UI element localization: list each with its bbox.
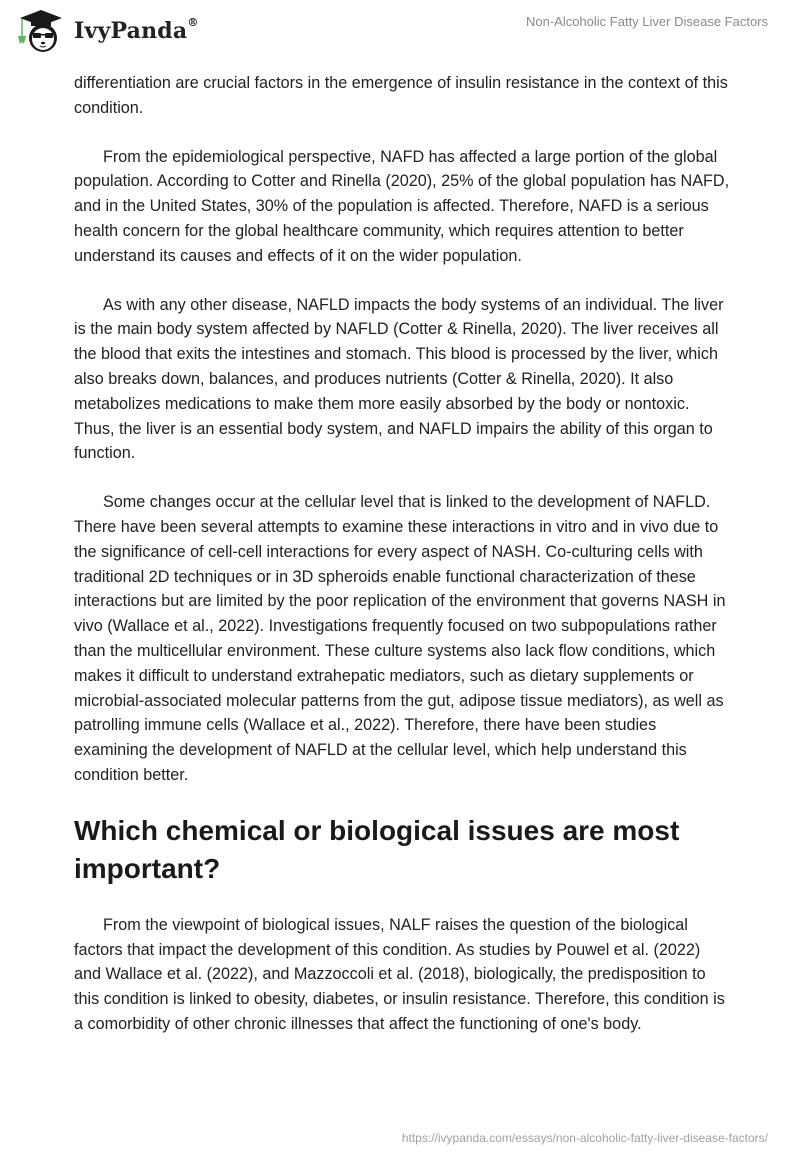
paragraph: As with any other disease, NAFLD impacts the body systems of an individual. The liver is the main body system affected by NAFLD (Cotter & Rinella, 2020). The liver receives all the blood that exits the intestines and stomach. This blood is processed by the liver, which also breaks down, balances, and produces nutrients (Cotter & Rinella, 2020). It also metabolizes medications to make them more easily absorbed by the body or nontoxic. Thus, the liver is an essential body system, and NAFLD impairs the ability of this organ to function. — [74, 295, 724, 463]
paragraph: From the epidemiological perspective, NAFD has affected a large portion of the global population. According to Cotter and Rinella (2020), 25% of the global population has NAFD, and in the United States, 30% of the population is affected. Therefore, NAFD is a serious health concern for the global healthcare community, which requires attention to better understand its causes and effects of it on the wider population. — [74, 147, 730, 265]
panda-graduate-icon — [16, 8, 66, 54]
section-heading: Which chemical or biological issues are most important? — [74, 814, 680, 884]
ivypanda-logo[interactable] — [16, 8, 199, 54]
brand-name: IvyPanda® — [74, 16, 199, 44]
page-header — [0, 0, 800, 62]
paragraph: From the viewpoint of biological issues, NALF raises the question of the biological factors that impact the development of this condition. As studies by Pouwel et al. (2022) and Wallace et al. (2022), and Mazzoccoli et al. (2018), biologically, the predisposition to this condition is linked to obesity, diabetes, or insulin resistance. Therefore, this condition is a comorbidity of other chronic illnesses that affect the functioning of one's body. — [74, 915, 725, 1033]
essay-body — [74, 71, 730, 1061]
document-title: Non-Alcoholic Fatty Liver Disease Factors — [525, 14, 768, 29]
paragraph: differentiation are crucial factors in the emergence of insulin resistance in the context of this condition. — [74, 74, 728, 117]
paragraph: Some changes occur at the cellular level that is linked to the development of NAFLD. There have been several attempts to examine these interactions in vitro and in vivo due to the significance of cell-cell interactions for every aspect of NASH. Co-culturing cells with traditional 2D techniques or in 3D spheroids enable functional characterization of these interactions but are limited by the poor replication of the environment that governs NASH in vivo (Wallace et al., 2022). Investigations frequently focused on two subpopulations rather than the multicellular environment. These culture systems also lack flow conditions, which makes it difficult to understand extrahepatic mediators, such as dietary supplements or microbial-associated molecular patterns from the gut, adipose tissue mediators), as well as patrolling immune cells (Wallace et al., 2022). Therefore, there have been studies examining the development of NAFLD at the cellular level, which help understand this condition better. — [74, 493, 726, 784]
source-url[interactable]: https://ivypanda.com/essays/non-alcoholic-fatty-liver-disease-factors/ — [401, 1131, 768, 1145]
